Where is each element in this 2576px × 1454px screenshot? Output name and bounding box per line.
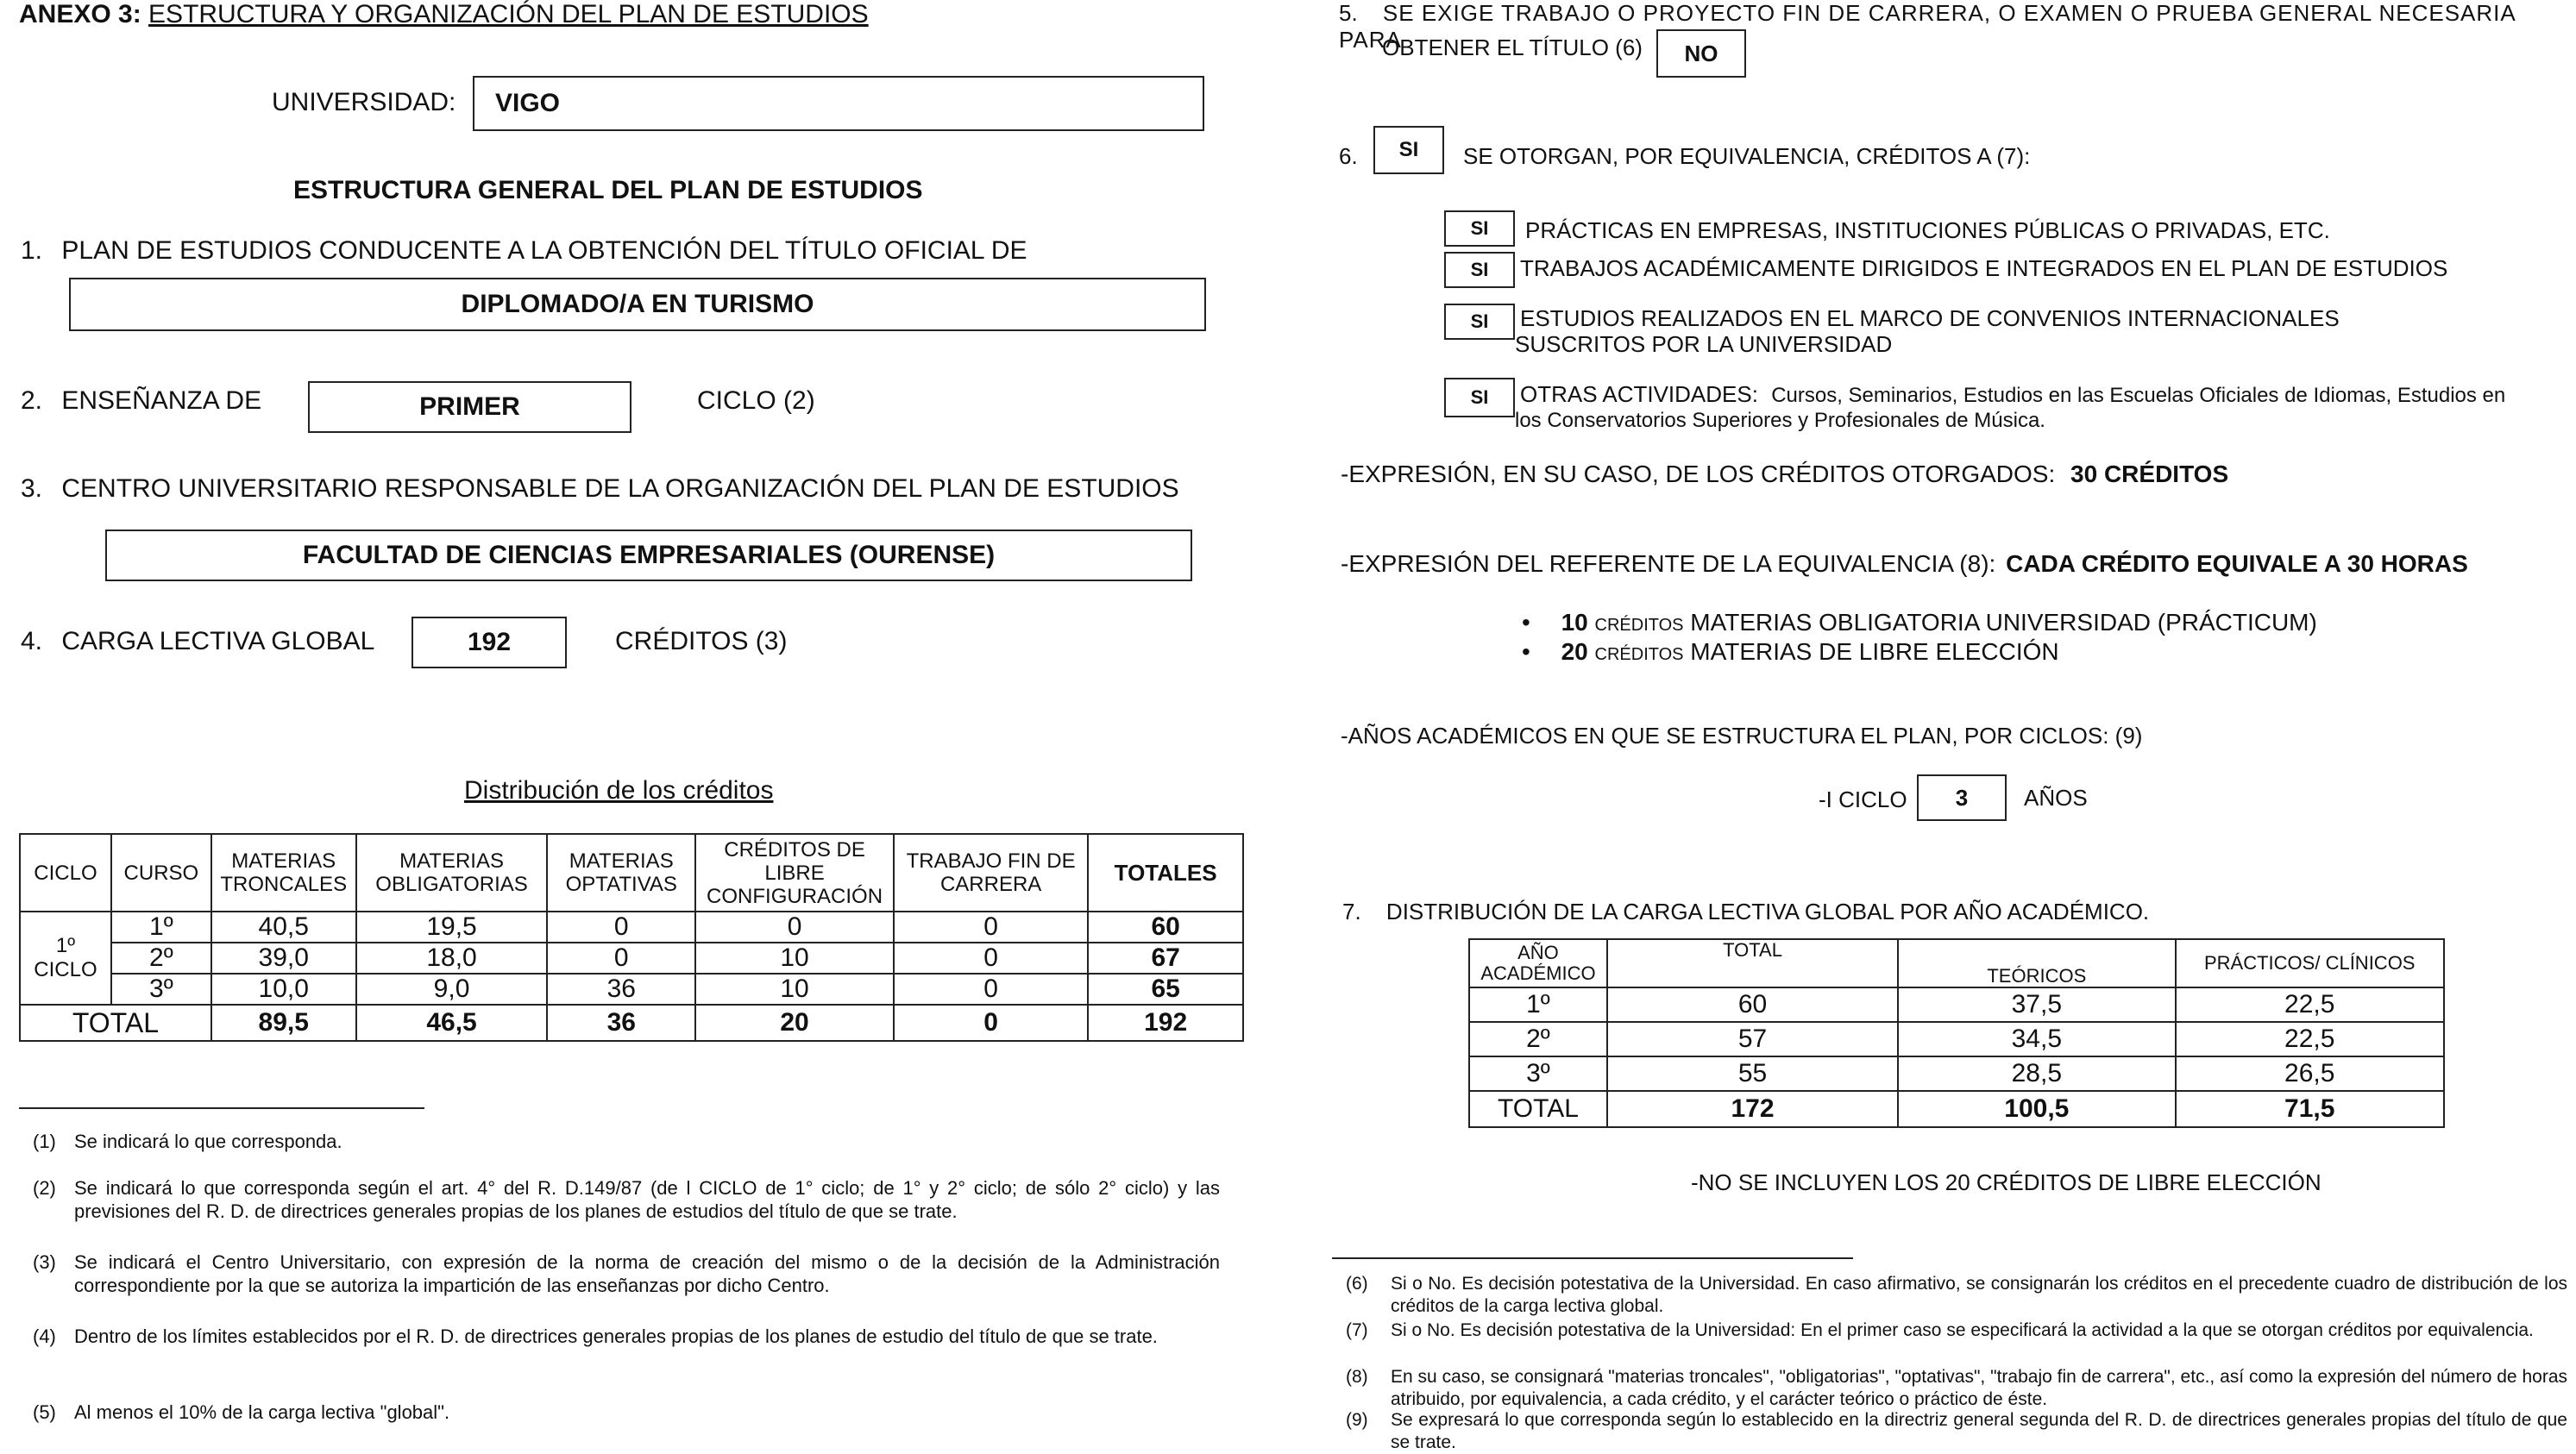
expresion-referente-value: CADA CRÉDITO EQUIVALE A 30 HORAS [2006, 550, 2468, 577]
item3-text: CENTRO UNIVERSITARIO RESPONSABLE DE LA ORGANIZACIÓN DEL PLAN DE ESTUDIOS [61, 474, 1179, 503]
practicos-cell: 22,5 [2176, 987, 2445, 1022]
footnote-number: (7) [1346, 1320, 1368, 1340]
option3-text2: SUSCRITOS POR LA UNIVERSIDAD [1515, 331, 1893, 357]
curso-cell: 1º [111, 912, 211, 943]
item5-field [1656, 29, 1746, 78]
total-cell: 57 [1607, 1022, 1898, 1056]
footnote-text: En su caso, se consignará "materias troncales", "obligatorias", "optativas", "trabajo fin de carrera", etc., así como la expresión del número de horas atribuido, por equivalencia, a cada crédito, y el carácter teórico o práctico de éste. [1391, 1367, 2567, 1409]
item2-suffix: CICLO (2) [697, 386, 815, 415]
curso-cell: 2º [111, 943, 211, 974]
item5-text: SE EXIGE TRABAJO O PROYECTO FIN DE CARRERA, O EXAMEN O PRUEBA GENERAL NECESARIA PARA [1339, 0, 2516, 53]
total-cell: 60 [1607, 987, 1898, 1022]
footnote-text: Si o No. Es decisión potestativa de la Universidad. En caso afirmativo, se consignarán los créditos en el precedente cuadro de distribución de los créditos de la carga lectiva global. [1391, 1274, 2567, 1316]
option3-field [1444, 304, 1515, 340]
universidad-field [473, 76, 1204, 131]
item3-number: 3. [21, 474, 43, 503]
item6-text: SE OTORGAN, POR EQUIVALENCIA, CRÉDITOS A (7): [1463, 143, 2031, 169]
expresion-creditos [1341, 461, 2228, 488]
header-totales: TOTALES [1088, 834, 1243, 912]
bullet-dot-icon: • [1522, 638, 1530, 665]
footnote-8 [1346, 1366, 2567, 1413]
bullet-num: 10 [1561, 609, 1588, 636]
item3-field [105, 530, 1192, 581]
no-incluyen-note: -NO SE INCLUYEN LOS 20 CRÉDITOS DE LIBRE ELECCIÓN [1691, 1169, 2322, 1195]
footnote-7 [1346, 1319, 2567, 1366]
footnote-number: (8) [1346, 1367, 1368, 1387]
bullet-dot-icon: • [1522, 609, 1530, 636]
total-label: TOTAL [20, 1005, 211, 1041]
distribucion-table [19, 833, 1244, 1042]
libre-cell: 10 [695, 974, 894, 1005]
footnote-number: (1) [33, 1131, 56, 1152]
total-teoricos: 100,5 [1898, 1091, 2175, 1127]
footnote-6 [1346, 1273, 2567, 1319]
item3-line [21, 474, 1179, 504]
total-libre: 20 [695, 1005, 894, 1041]
table-row [20, 974, 1243, 1005]
item1-field [69, 278, 1206, 331]
item7-number: 7. [1342, 899, 1361, 924]
footnote-number: (2) [33, 1177, 56, 1199]
footnote-text: Dentro de los límites establecidos por el R. D. de directrices generales propias de los planes de estudio del título de que se trate. [74, 1326, 1158, 1347]
ciclo-cell: 1º CICLO [20, 912, 111, 1005]
header-teoricos: TEÓRICOS [1898, 939, 2175, 987]
footnote-9 [1346, 1409, 2567, 1454]
distribucion-title: Distribución de los créditos [464, 776, 774, 805]
troncales-cell: 10,0 [211, 974, 356, 1005]
footnote-text: Al menos el 10% de la carga lectiva "global". [74, 1401, 450, 1423]
table-row [20, 912, 1243, 943]
teoricos-cell: 28,5 [1898, 1056, 2175, 1091]
curso-cell: 3º [111, 974, 211, 1005]
footnote-text: Si o No. Es decisión potestativa de la Universidad: En el primer caso se especificará la actividad a la que se otorgan créditos por equivalencia. [1391, 1320, 2534, 1340]
footnote-number: (6) [1346, 1274, 1368, 1294]
header-trabajo: TRABAJO FIN DE CARRERA [894, 834, 1088, 912]
item2-field [308, 381, 631, 433]
item4-label [21, 627, 374, 656]
header-obligatorias: MATERIAS OBLIGATORIAS [356, 834, 548, 912]
item7-line [1342, 899, 2149, 925]
item7-text: DISTRIBUCIÓN DE LA CARGA LECTIVA GLOBAL POR AÑO ACADÉMICO. [1385, 899, 2150, 924]
totales-cell: 65 [1088, 974, 1243, 1005]
optativas-cell: 0 [547, 912, 695, 943]
item6-number: 6. [1339, 143, 1358, 169]
item2-label [21, 386, 261, 416]
item1-line [21, 236, 1027, 266]
option4-text2: los Conservatorios Superiores y Profesionales de Música. [1515, 409, 2045, 432]
total-row [1469, 1091, 2444, 1127]
footnote-number: (4) [33, 1326, 56, 1347]
total-cell: 55 [1607, 1056, 1898, 1091]
option1-value: SI [1470, 217, 1489, 239]
expresion-creditos-label: -EXPRESIÓN, EN SU CASO, DE LOS CRÉDITOS OTORGADOS: [1341, 461, 2056, 487]
trabajo-cell: 0 [894, 974, 1088, 1005]
trabajo-cell: 0 [894, 912, 1088, 943]
footnote-4 [33, 1325, 1220, 1373]
libre-cell: 0 [695, 912, 894, 943]
item1-number: 1. [21, 236, 43, 265]
total-practicos: 71,5 [2176, 1091, 2445, 1127]
footnote-number: (3) [33, 1251, 56, 1273]
option4-value: SI [1470, 386, 1489, 408]
distribucion-header-row [20, 834, 1243, 912]
estructura-heading: ESTRUCTURA GENERAL DEL PLAN DE ESTUDIOS [293, 176, 923, 204]
footnote-3 [33, 1250, 1220, 1299]
anos-label: -AÑOS ACADÉMICOS EN QUE SE ESTRUCTURA EL PLAN, POR CICLOS: (9) [1341, 723, 2143, 749]
option3-value: SI [1470, 310, 1489, 332]
header-optativas: MATERIAS OPTATIVAS [547, 834, 695, 912]
footnote-2 [33, 1176, 1220, 1225]
footnote-1 [33, 1130, 1220, 1156]
item5-number: 5. [1339, 0, 1358, 26]
optativas-cell: 0 [547, 943, 695, 974]
ano-cell: 2º [1469, 1022, 1607, 1056]
footnote-number: (9) [1346, 1410, 1368, 1430]
item1-text: PLAN DE ESTUDIOS CONDUCENTE A LA OBTENCIÓN DEL TÍTULO OFICIAL DE [61, 236, 1027, 265]
table-row [1469, 987, 2444, 1022]
teoricos-cell: 34,5 [1898, 1022, 2175, 1056]
total-optativas: 36 [547, 1005, 695, 1041]
practicos-cell: 22,5 [2176, 1022, 2445, 1056]
item2-value: PRIMER [419, 392, 520, 421]
option2-text: TRABAJOS ACADÉMICAMENTE DIRIGIDOS E INTEGRADOS EN EL PLAN DE ESTUDIOS [1520, 255, 2448, 281]
total-row [20, 1005, 1243, 1041]
expresion-referente [1341, 550, 2468, 578]
footnote-text: Se indicará lo que corresponda. [74, 1131, 342, 1152]
bullet-text: MATERIAS OBLIGATORIA UNIVERSIDAD (PRÁCTICUM) [1690, 609, 2317, 636]
ano-cell: 1º [1469, 987, 1607, 1022]
footnote-number: (5) [33, 1401, 56, 1423]
item5-text2: OBTENER EL TÍTULO (6) [1382, 34, 1643, 60]
option2-field [1444, 252, 1515, 288]
footnote-text: Se indicará lo que corresponda según el art. 4° del R. D.149/87 (de l CICLO de 1° ciclo; de 1° y 2° ciclo; de sólo 2° ciclo) y las previsiones del R. D. de directrices generales propias de los planes de estudios del título de que se trate. [74, 1177, 1220, 1222]
ano-cell: 3º [1469, 1056, 1607, 1091]
header-libre: CRÉDITOS DE LIBRE CONFIGURACIÓN [695, 834, 894, 912]
option4-line [1520, 381, 2505, 408]
expresion-referente-label: -EXPRESIÓN DEL REFERENTE DE LA EQUIVALENCIA (8): [1341, 550, 1996, 577]
item3-value: FACULTAD DE CIENCIAS EMPRESARIALES (OURENSE) [302, 541, 996, 569]
total-trabajo: 0 [894, 1005, 1088, 1041]
carga-header-row [1469, 939, 2444, 987]
obligatorias-cell: 18,0 [356, 943, 548, 974]
carga-table [1468, 938, 2445, 1128]
item4-suffix: CRÉDITOS (3) [615, 627, 788, 655]
footnote-divider [19, 1107, 424, 1109]
bullet-num: 20 [1561, 638, 1588, 665]
optativas-cell: 36 [547, 974, 695, 1005]
total-total: 172 [1607, 1091, 1898, 1127]
item6-value: SI [1398, 138, 1419, 161]
totales-cell: 67 [1088, 943, 1243, 974]
libre-cell: 10 [695, 943, 894, 974]
bullet-text: MATERIAS DE LIBRE ELECCIÓN [1690, 638, 2059, 665]
troncales-cell: 39,0 [211, 943, 356, 974]
troncales-cell: 40,5 [211, 912, 356, 943]
universidad-label: UNIVERSIDAD: [272, 88, 456, 116]
footnote-text: Se expresará lo que corresponda según lo establecido en la directriz general segunda del R. D. de directrices generales propias del título de que se trate. [1391, 1410, 2567, 1452]
header-practicos: PRÁCTICOS/ CLÍNICOS [2176, 939, 2445, 987]
total-obligatorias: 46,5 [356, 1005, 548, 1041]
header-curso: CURSO [111, 834, 211, 912]
option3-text: ESTUDIOS REALIZADOS EN EL MARCO DE CONVENIOS INTERNACIONALES [1520, 305, 2340, 331]
item1-value: DIPLOMADO/A EN TURISMO [461, 290, 814, 318]
bullet-unit: CRÉDITOS [1594, 616, 1684, 635]
footnote-5 [33, 1401, 1220, 1426]
trabajo-cell: 0 [894, 943, 1088, 974]
bullet-item [1522, 609, 2317, 636]
table-row [20, 943, 1243, 974]
option4-label: OTRAS ACTIVIDADES: [1520, 381, 1758, 407]
annex-title: ESTRUCTURA Y ORGANIZACIÓN DEL PLAN DE ESTUDIOS [148, 0, 869, 28]
item4-value: 192 [467, 628, 512, 656]
item4-number: 4. [21, 627, 43, 655]
bullet-item [1522, 638, 2059, 666]
option1-field [1444, 210, 1515, 247]
item6-field [1373, 126, 1444, 174]
obligatorias-cell: 19,5 [356, 912, 548, 943]
bullet-unit: CRÉDITOS [1594, 645, 1684, 664]
table-row [1469, 1022, 2444, 1056]
total-totales: 192 [1088, 1005, 1243, 1041]
header-troncales: MATERIAS TRONCALES [211, 834, 356, 912]
annex-label: ANEXO 3: [19, 0, 141, 28]
item2-text: ENSEÑANZA DE [61, 386, 262, 415]
header-ciclo: CICLO [20, 834, 111, 912]
anos-value: 3 [1955, 784, 1969, 811]
annex-heading [19, 0, 869, 29]
header-total: TOTAL [1607, 939, 1898, 987]
item4-field [412, 617, 567, 668]
option1-text: PRÁCTICAS EN EMPRESAS, INSTITUCIONES PÚBLICAS O PRIVADAS, ETC. [1525, 217, 2330, 243]
expresion-creditos-value: 30 CRÉDITOS [2070, 461, 2229, 487]
item2-number: 2. [21, 386, 43, 415]
footnote-text: Se indicará el Centro Universitario, con expresión de la norma de creación del mismo o de la decisión de la Administración correspondiente por la que se autoriza la impartición de las enseñanzas por dicho Centro. [74, 1251, 1220, 1296]
total-troncales: 89,5 [211, 1005, 356, 1041]
option2-value: SI [1470, 259, 1489, 280]
header-ano: AÑO ACADÉMICO [1469, 939, 1607, 987]
option4-field [1444, 378, 1515, 417]
anos-field [1917, 774, 2007, 821]
obligatorias-cell: 9,0 [356, 974, 548, 1005]
table-row [1469, 1056, 2444, 1091]
universidad-value: VIGO [495, 89, 561, 117]
practicos-cell: 26,5 [2176, 1056, 2445, 1091]
footnote-divider [1332, 1257, 1853, 1259]
anos-ciclo-label: -I CICLO [1819, 787, 1907, 812]
totales-cell: 60 [1088, 912, 1243, 943]
anos-suffix: AÑOS [2024, 785, 2088, 811]
teoricos-cell: 37,5 [1898, 987, 2175, 1022]
total-label: TOTAL [1469, 1091, 1607, 1127]
item4-text: CARGA LECTIVA GLOBAL [61, 627, 375, 655]
item5-value: NO [1684, 40, 1718, 66]
option4-text: Cursos, Seminarios, Estudios en las Escuelas Oficiales de Idiomas, Estudios en [1771, 384, 2506, 407]
